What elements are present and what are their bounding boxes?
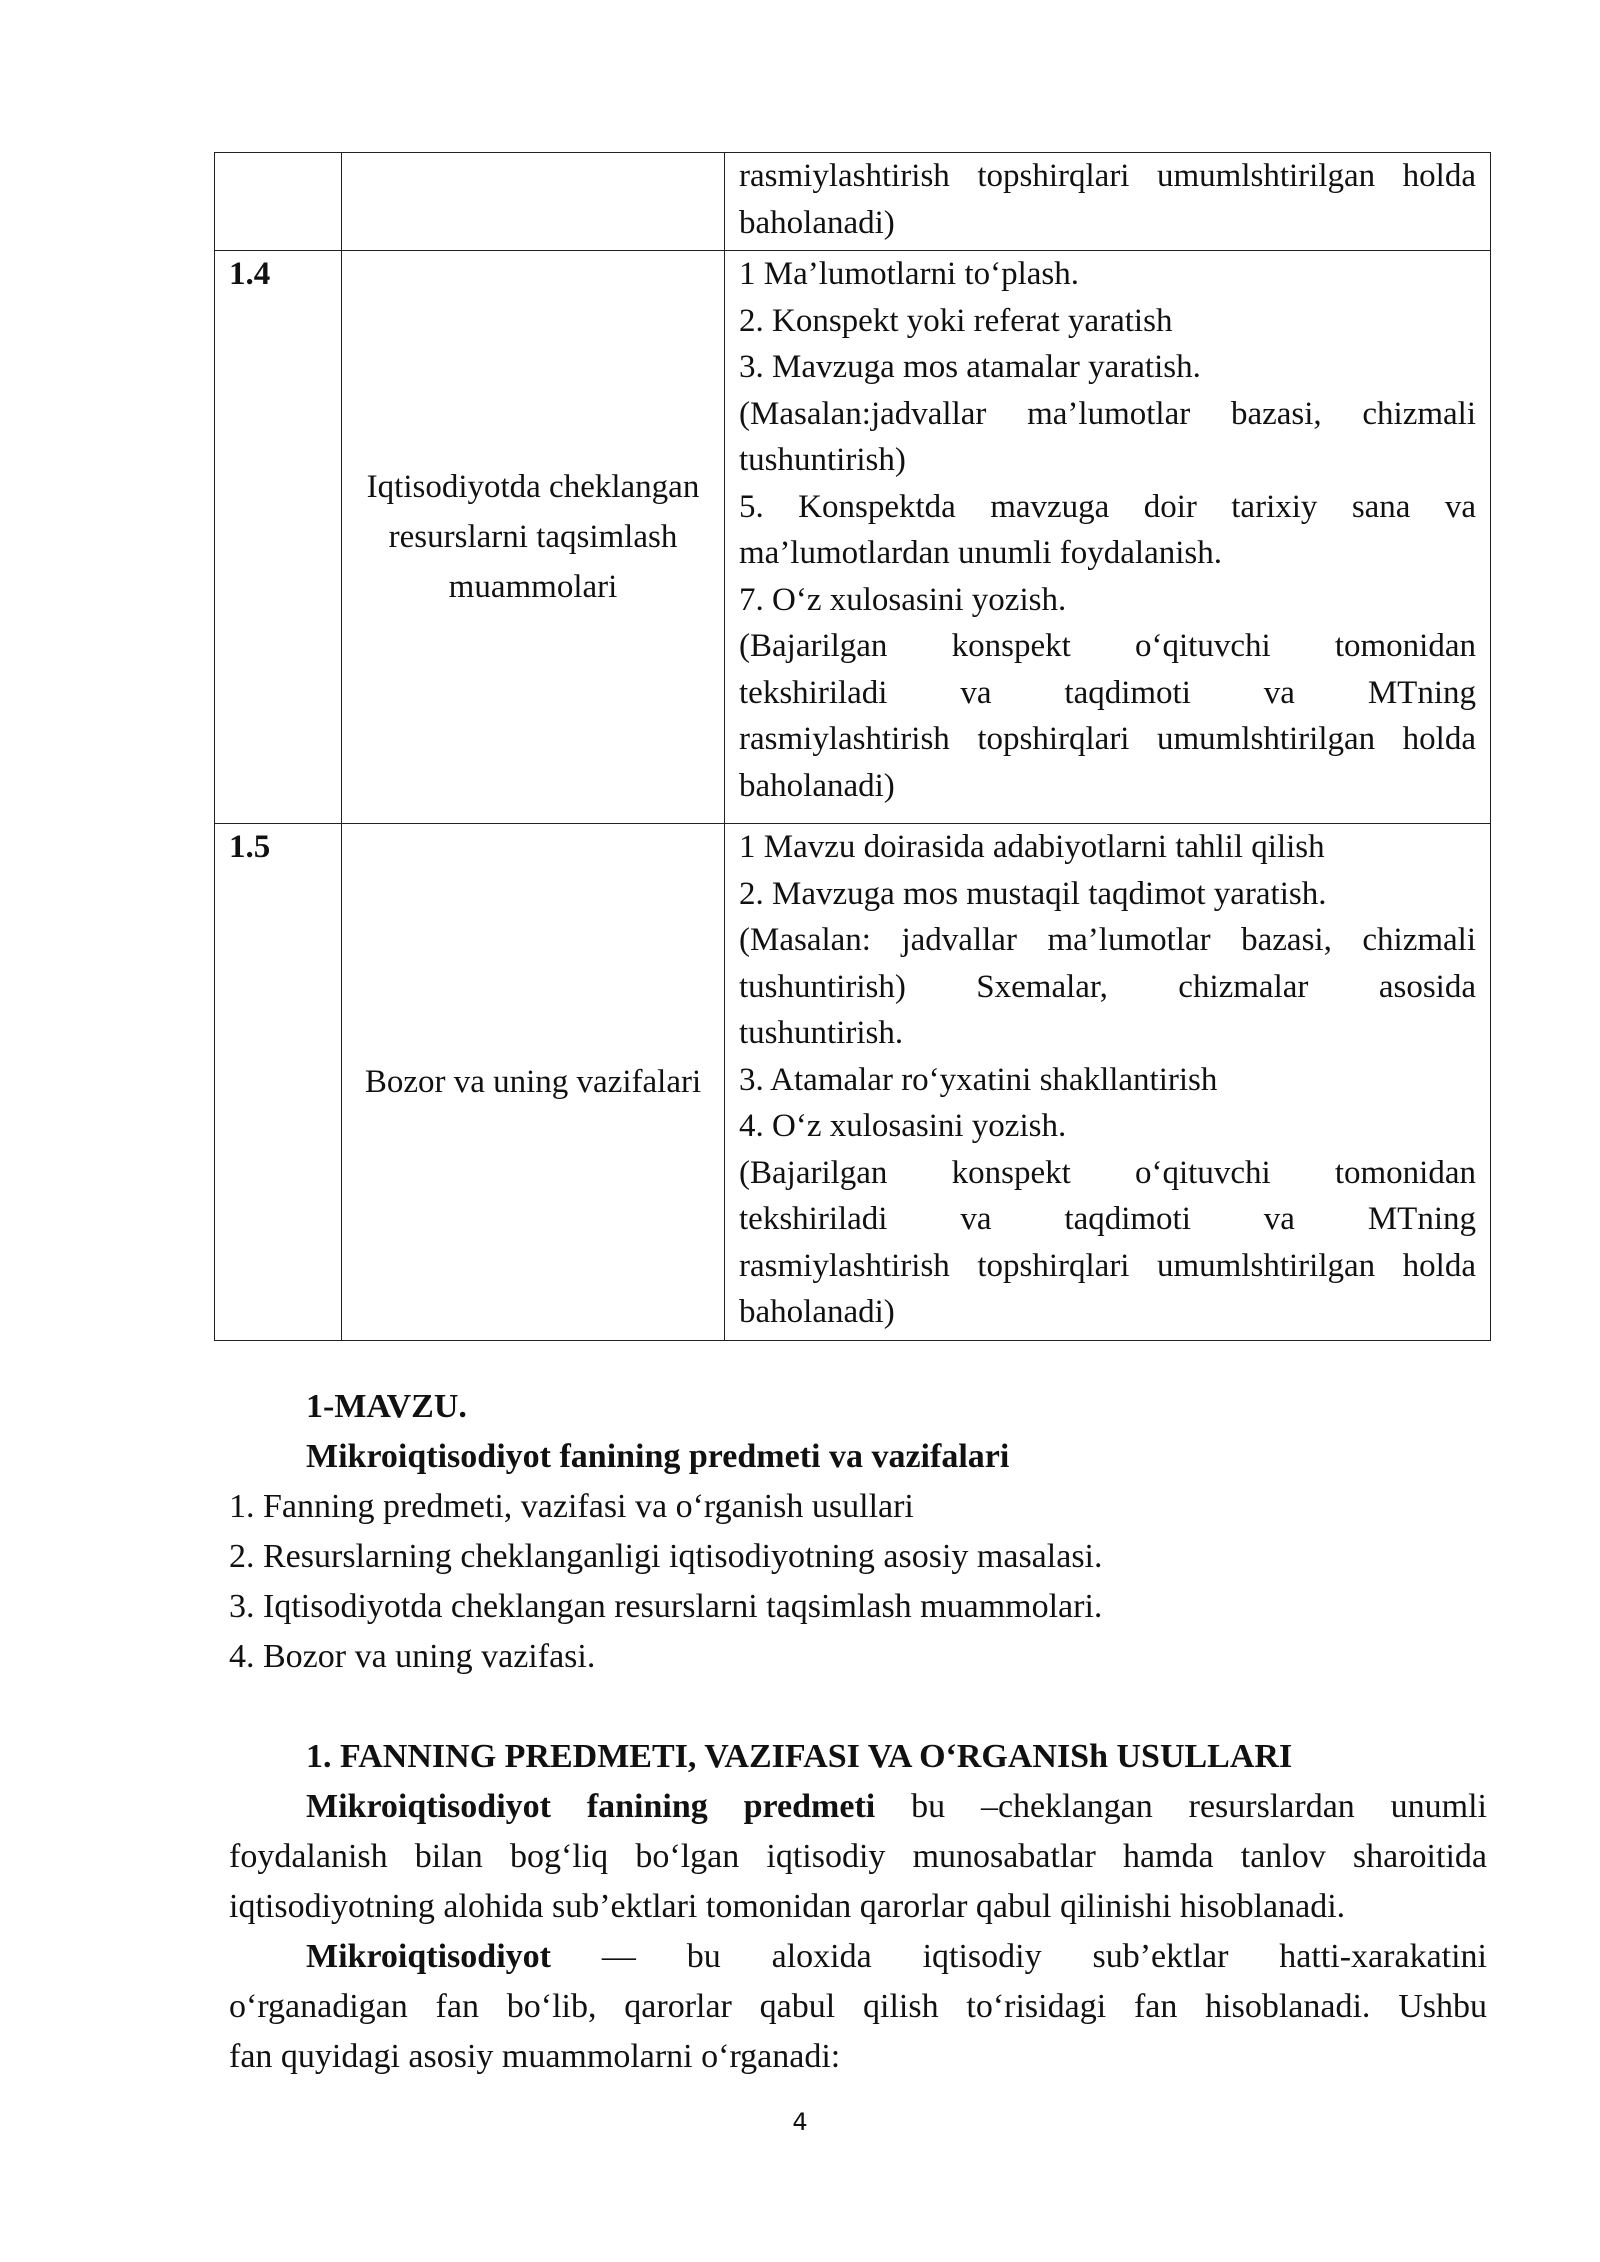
- topic-outline-item: 4. Bozor va uning vazifasi.: [229, 1638, 596, 1675]
- topic-cell: Bozor va uning vazifalari: [342, 824, 725, 1341]
- table-row: [215, 153, 1491, 251]
- task-line: tushuntirish.: [739, 1015, 904, 1051]
- topic-outline-item: 1. Fanning predmeti, vazifasi va o‘rganish usullari: [229, 1488, 914, 1525]
- task-line: 5. Konspektda mavzuga doir tarixiy sana va: [739, 488, 1476, 525]
- topic-title: Mikroiqtisodiyot fanining predmeti va vazifalari: [306, 1438, 1010, 1475]
- tasks-cell: [725, 824, 1491, 1341]
- paragraph-text: fan quyidagi asosiy muammolarni o‘rganadi:: [229, 2038, 841, 2075]
- topic-block: [229, 1382, 1487, 1682]
- task-line: baholanadi): [739, 204, 895, 241]
- task-line: baholanadi): [739, 1294, 895, 1330]
- task-line: 1 Mavzu doirasida adabiyotlarni tahlil qilish: [739, 829, 1325, 865]
- paragraph-text: iqtisodiyotning alohida sub’ektlari tomonidan qarorlar qabul qilinishi hisoblanadi.: [229, 1888, 1346, 1925]
- topic-label: 1-MAVZU.: [306, 1388, 467, 1425]
- task-line: (Masalan: jadvallar ma’lumotlar bazasi, chizmali: [739, 922, 1476, 958]
- table-row: [215, 251, 1491, 824]
- task-line: 2. Mavzuga mos mustaqil taqdimot yaratish.: [739, 875, 1327, 912]
- topic-outline-item: 3. Iqtisodiyotda cheklangan resurslarni taqsimlash muammolari.: [229, 1588, 1103, 1625]
- task-line: tushuntirish) Sxemalar, chizmalar asosida: [739, 968, 1476, 1005]
- task-line: rasmiylashtirish topshirqlari umumlshtirilgan holda: [739, 1247, 1476, 1284]
- row-number-cell: [215, 153, 342, 251]
- task-line: 4. O‘z xulosasini yozish.: [739, 1108, 1067, 1144]
- bold-term: Mikroiqtisodiyot: [306, 1938, 551, 1975]
- page-number: 4: [792, 2108, 808, 2136]
- task-line: tekshiriladi va taqdimoti va MTning: [739, 674, 1476, 711]
- section-heading: 1. FANNING PREDMETI, VAZIFASI VA O‘RGANISh USULLARI: [306, 1738, 1293, 1775]
- task-line: 2. Konspekt yoki referat yaratish: [739, 302, 1173, 339]
- paragraph-text: foydalanish bilan bog‘liq bo‘lgan iqtisodiy munosabatlar hamda tanlov sharoitida: [229, 1838, 1487, 1875]
- topic-outline-item: 2. Resurslarning cheklanganligi iqtisodiyotning asosiy masalasi.: [229, 1538, 1103, 1575]
- topic-cell: Iqtisodiyotda cheklangan resurslarni taqsimlash muammolari: [342, 251, 725, 824]
- task-line: tekshiriladi va taqdimoti va MTning: [739, 1201, 1476, 1237]
- task-line: 7. O‘z xulosasini yozish.: [739, 581, 1067, 618]
- task-line: (Bajarilgan konspekt o‘qituvchi tomonidan: [739, 1154, 1476, 1191]
- paragraph-text: bu –cheklangan resurslardan unumli: [875, 1788, 1488, 1825]
- task-line: ma’lumotlardan unumli foydalanish.: [739, 535, 1222, 571]
- task-line: 3. Atamalar ro‘yxatini shakllantirish: [739, 1061, 1218, 1098]
- paragraph: [229, 1932, 1487, 2082]
- row-number-cell: 1.5: [215, 824, 342, 1341]
- bold-term: Mikroiqtisodiyot fanining predmeti: [306, 1788, 876, 1825]
- independent-work-table: [214, 152, 1491, 1341]
- task-line: (Bajarilgan konspekt o‘qituvchi tomonidan: [739, 628, 1476, 664]
- paragraph: [229, 1782, 1487, 1932]
- task-line: tushuntirish): [739, 442, 906, 478]
- tasks-cell: [725, 153, 1491, 251]
- task-line: (Masalan:jadvallar ma’lumotlar bazasi, chizmali: [739, 395, 1476, 432]
- table-row: [215, 824, 1491, 1341]
- task-line: rasmiylashtirish topshirqlari umumlshtirilgan holda: [739, 158, 1476, 194]
- topic-cell: [342, 153, 725, 251]
- task-line: baholanadi): [739, 767, 895, 804]
- tasks-cell: [725, 251, 1491, 824]
- row-number-cell: 1.4: [215, 251, 342, 824]
- task-line: 3. Mavzuga mos atamalar yaratish.: [739, 349, 1201, 385]
- task-line: 1 Ma’lumotlarni to‘plash.: [739, 256, 1080, 292]
- section-block: [229, 1732, 1487, 2082]
- task-line: rasmiylashtirish topshirqlari umumlshtirilgan holda: [739, 721, 1476, 757]
- paragraph-text: o‘rganadigan fan bo‘lib, qarorlar qabul qilish to‘risidagi fan hisoblanadi. Ushbu: [229, 1988, 1487, 2025]
- paragraph-text: — bu aloxida iqtisodiy sub’ektlar hatti-xarakatini: [550, 1938, 1487, 1975]
